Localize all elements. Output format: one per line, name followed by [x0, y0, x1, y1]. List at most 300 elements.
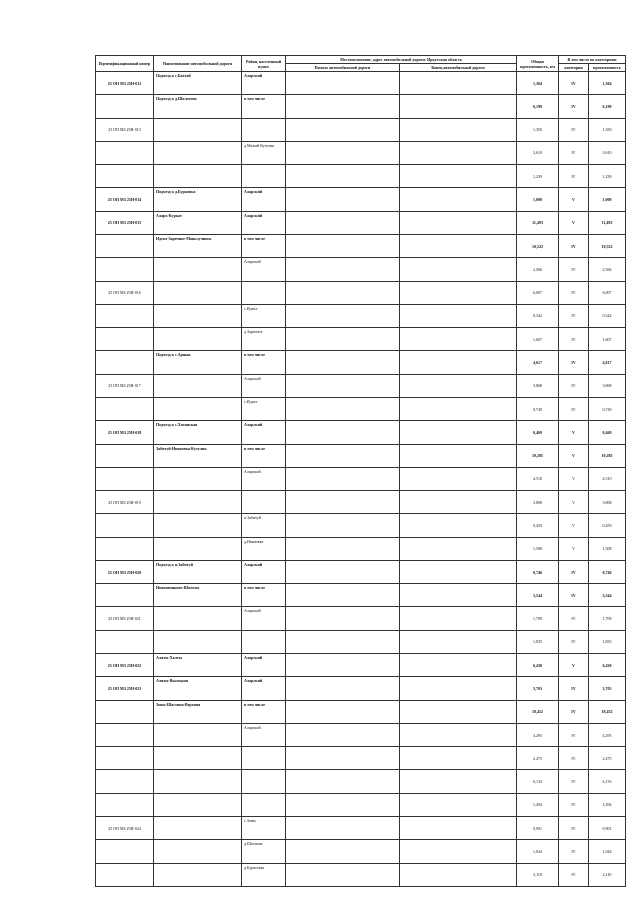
road-start-cell [286, 677, 400, 700]
category-cell: V [559, 444, 589, 467]
road-id-cell [96, 863, 154, 886]
road-id-cell: 25 ОП МЗ 25Н-017 [96, 374, 154, 397]
road-name-cell [154, 328, 242, 351]
road-name-cell: Аляты-Халты [154, 654, 242, 677]
category-length-cell: 1,304 [589, 72, 626, 95]
total-length-cell: 3,610 [517, 141, 559, 164]
district-cell: Аларский [242, 188, 286, 211]
road-registry-table [95, 55, 626, 887]
category-length-cell: 3,703 [589, 677, 626, 700]
road-start-cell [286, 491, 400, 514]
category-length-cell: 3,808 [589, 491, 626, 514]
road-name-cell [154, 793, 242, 816]
district-cell [242, 747, 286, 770]
total-length-column-header: Общая протяженность, км [517, 56, 559, 72]
categories-column-header: В том числе по категориям [559, 56, 626, 64]
road-start-cell [286, 467, 400, 490]
category-cell: IV [559, 141, 589, 164]
road-id-cell: 25 ОП МЗ 25Н-018 [96, 421, 154, 444]
road-start-cell [286, 770, 400, 793]
category-length-cell: 0,749 [589, 397, 626, 420]
district-cell: в том числе [242, 584, 286, 607]
road-start-cell [286, 258, 400, 281]
table-row [96, 560, 626, 583]
road-id-cell [96, 537, 154, 560]
road-id-cell [96, 234, 154, 257]
category-length-cell: 6,199 [589, 95, 626, 118]
road-end-cell [400, 700, 517, 723]
road-id-cell [96, 328, 154, 351]
table-row [96, 654, 626, 677]
total-length-cell: 3,703 [517, 677, 559, 700]
district-cell: Аларский [242, 211, 286, 234]
road-id-cell: 25 ОП МЗ 25Н-023 [96, 677, 154, 700]
category-cell: IV [559, 165, 589, 188]
category-cell: IV [559, 607, 589, 630]
road-name-cell: Подъезд к с.Аршан [154, 351, 242, 374]
road-id-cell [96, 793, 154, 816]
road-start-cell [286, 165, 400, 188]
category-cell: IV [559, 677, 589, 700]
road-registry-document [95, 55, 625, 887]
road-id-cell [96, 770, 154, 793]
road-start-cell [286, 188, 400, 211]
road-name-cell [154, 397, 242, 420]
category-length-cell: 1,508 [589, 537, 626, 560]
total-length-cell: 4,295 [517, 723, 559, 746]
total-length-cell: 1,508 [517, 537, 559, 560]
category-cell: IV [559, 863, 589, 886]
category-length-cell: 1,607 [589, 328, 626, 351]
total-length-cell: 0,901 [517, 817, 559, 840]
district-cell [242, 491, 286, 514]
table-row [96, 72, 626, 95]
road-start-cell [286, 328, 400, 351]
road-start-cell [286, 723, 400, 746]
road-end-cell [400, 165, 517, 188]
road-start-cell [286, 351, 400, 374]
category-cell: IV [559, 723, 589, 746]
road-start-cell [286, 72, 400, 95]
road-start-cell [286, 234, 400, 257]
road-end-cell [400, 467, 517, 490]
district-cell [242, 118, 286, 141]
road-start-cell [286, 607, 400, 630]
road-id-cell [96, 304, 154, 327]
district-cell: д.Малый Кутулик [242, 141, 286, 164]
road-name-cell: Аларь-Куркат [154, 211, 242, 234]
category-cell: V [559, 491, 589, 514]
district-cell: в том числе [242, 351, 286, 374]
road-start-cell [286, 397, 400, 420]
road-name-cell [154, 374, 242, 397]
road-end-cell [400, 677, 517, 700]
district-cell: Аларский [242, 374, 286, 397]
road-end-cell [400, 723, 517, 746]
road-end-cell [400, 514, 517, 537]
road-id-cell [96, 351, 154, 374]
road-id-cell [96, 514, 154, 537]
total-length-cell: 0,469 [517, 421, 559, 444]
table-row [96, 607, 626, 630]
road-id-cell: 25 ОП МЗ 25Н-016 [96, 281, 154, 304]
total-length-cell: 2,475 [517, 747, 559, 770]
category-length-cell: 6,430 [589, 654, 626, 677]
total-length-cell: 1,239 [517, 165, 559, 188]
category-length-cell: 1,494 [589, 793, 626, 816]
road-end-cell [400, 793, 517, 816]
road-name-cell: Аляты-Высоцкая [154, 677, 242, 700]
total-length-cell: 6,133 [517, 770, 559, 793]
category-cell: IV [559, 630, 589, 653]
table-row [96, 165, 626, 188]
table-row [96, 211, 626, 234]
road-start-cell [286, 374, 400, 397]
category-cell: IV [559, 770, 589, 793]
table-row [96, 630, 626, 653]
road-start-cell [286, 421, 400, 444]
total-length-cell: 1,607 [517, 328, 559, 351]
total-length-cell: 1,494 [517, 793, 559, 816]
road-id-cell [96, 258, 154, 281]
total-length-cell: 0,746 [517, 560, 559, 583]
total-length-cell: 0,342 [517, 304, 559, 327]
category-length-cell: 1,000 [589, 188, 626, 211]
total-length-cell: 2,566 [517, 258, 559, 281]
table-body [96, 72, 626, 887]
category-length-cell: 0,459 [589, 514, 626, 537]
total-length-cell: 3,808 [517, 491, 559, 514]
road-start-cell [286, 654, 400, 677]
category-length-cell: 1,709 [589, 607, 626, 630]
id-column-header: Идентификационный номер [96, 56, 154, 72]
road-end-cell [400, 770, 517, 793]
table-row [96, 863, 626, 886]
road-start-cell [286, 747, 400, 770]
total-length-cell: 1,835 [517, 630, 559, 653]
road-id-cell [96, 584, 154, 607]
table-row [96, 421, 626, 444]
table-row [96, 793, 626, 816]
road-id-cell: 25 ОП МЗ 25Н-024 [96, 817, 154, 840]
category-cell: IV [559, 281, 589, 304]
district-cell: Аларский [242, 607, 286, 630]
road-end-cell [400, 72, 517, 95]
road-end-cell [400, 491, 517, 514]
road-name-cell [154, 304, 242, 327]
road-name-cell [154, 165, 242, 188]
district-cell: Аларский [242, 654, 286, 677]
road-name-cell: Забитуй-Ивановка-Кутулик [154, 444, 242, 467]
road-end-cell [400, 141, 517, 164]
table-row [96, 467, 626, 490]
road-name-cell [154, 281, 242, 304]
total-length-cell: 3,544 [517, 584, 559, 607]
category-length-cell: 0,901 [589, 817, 626, 840]
total-length-cell: 18,452 [517, 700, 559, 723]
road-name-cell [154, 141, 242, 164]
road-name-cell [154, 723, 242, 746]
district-cell: в том числе [242, 234, 286, 257]
road-id-cell [96, 840, 154, 863]
category-length-cell: 11,493 [589, 211, 626, 234]
road-id-cell [96, 95, 154, 118]
category-length-cell: 2,110 [589, 863, 626, 886]
total-length-cell: 1,304 [517, 72, 559, 95]
name-column-header: Наименование автомобильной дороги [154, 56, 242, 72]
road-name-cell [154, 514, 242, 537]
road-id-cell [96, 700, 154, 723]
table-row [96, 840, 626, 863]
category-length-cell: 2,475 [589, 747, 626, 770]
road-start-cell [286, 840, 400, 863]
end-column-header: Конец автомобильной дороги [400, 64, 517, 72]
district-cell: д.Ивановка [242, 537, 286, 560]
category-cell: IV [559, 584, 589, 607]
road-end-cell [400, 351, 517, 374]
category-length-cell: 18,452 [589, 700, 626, 723]
category-length-cell: 0,746 [589, 560, 626, 583]
category-cell: V [559, 421, 589, 444]
district-cell [242, 630, 286, 653]
road-end-cell [400, 537, 517, 560]
category-cell: IV [559, 840, 589, 863]
road-start-cell [286, 444, 400, 467]
road-name-cell: Подъезд к с.Хагинская [154, 421, 242, 444]
table-row [96, 514, 626, 537]
road-name-cell [154, 817, 242, 840]
table-row [96, 234, 626, 257]
table-row [96, 444, 626, 467]
category-length-cell: 1,350 [589, 118, 626, 141]
road-id-cell: 25 ОП МЗ 25Н-013 [96, 118, 154, 141]
road-name-cell [154, 118, 242, 141]
road-end-cell [400, 630, 517, 653]
road-name-cell [154, 607, 242, 630]
category-length-cell: 0,469 [589, 421, 626, 444]
category-cell: IV [559, 351, 589, 374]
road-name-cell: Идеал-Заречное-Маньлучинск [154, 234, 242, 257]
road-id-cell [96, 165, 154, 188]
table-row [96, 491, 626, 514]
road-id-cell [96, 747, 154, 770]
district-cell [242, 165, 286, 188]
road-end-cell [400, 560, 517, 583]
total-length-cell: 6,199 [517, 95, 559, 118]
road-start-cell [286, 584, 400, 607]
road-id-cell: 25 ОП МЗ 25Н-022 [96, 654, 154, 677]
road-end-cell [400, 188, 517, 211]
road-end-cell [400, 863, 517, 886]
total-length-cell: 11,493 [517, 211, 559, 234]
road-start-cell [286, 793, 400, 816]
district-cell: д.Шастина [242, 840, 286, 863]
category-cell: IV [559, 560, 589, 583]
category-length-cell: 1,239 [589, 165, 626, 188]
district-cell: п.Забитуй [242, 514, 286, 537]
table-row [96, 141, 626, 164]
road-start-cell [286, 281, 400, 304]
category-length-cell: 10,522 [589, 234, 626, 257]
category-cell: V [559, 188, 589, 211]
table-row [96, 397, 626, 420]
road-name-cell [154, 491, 242, 514]
category-length-cell: 2,566 [589, 258, 626, 281]
road-id-cell [96, 444, 154, 467]
table-row [96, 188, 626, 211]
road-name-cell [154, 467, 242, 490]
table-row [96, 281, 626, 304]
district-cell [242, 281, 286, 304]
road-start-cell [286, 118, 400, 141]
road-name-cell [154, 258, 242, 281]
category-length-cell: 3,868 [589, 374, 626, 397]
district-cell: с.Идеал [242, 397, 286, 420]
road-end-cell [400, 817, 517, 840]
road-id-cell: 25 ОП МЗ 25Н-015 [96, 211, 154, 234]
table-row [96, 95, 626, 118]
category-length-cell: 3,610 [589, 141, 626, 164]
road-name-cell [154, 840, 242, 863]
category-cell: IV [559, 304, 589, 327]
road-start-cell [286, 863, 400, 886]
road-id-cell: 25 ОП МЗ 25Н-019 [96, 491, 154, 514]
total-length-cell: 2,110 [517, 863, 559, 886]
category-cell: IV [559, 747, 589, 770]
total-length-cell: 1,709 [517, 607, 559, 630]
category-cell: IV [559, 328, 589, 351]
road-start-cell [286, 95, 400, 118]
road-start-cell [286, 211, 400, 234]
location-column-header: Местоположение, адрес автомобильной дороги: Иркутская область [286, 56, 517, 64]
road-id-cell: 25 ОП МЗ 25Н-021 [96, 607, 154, 630]
category-length-cell: 1,835 [589, 630, 626, 653]
category-column-header: категория [559, 64, 589, 72]
category-length-cell: 10,285 [589, 444, 626, 467]
road-id-cell [96, 723, 154, 746]
category-cell: V [559, 537, 589, 560]
district-cell: в том числе [242, 444, 286, 467]
table-row [96, 747, 626, 770]
table-row [96, 817, 626, 840]
table-row [96, 537, 626, 560]
road-end-cell [400, 607, 517, 630]
table-row [96, 328, 626, 351]
district-cell [242, 793, 286, 816]
road-id-cell [96, 141, 154, 164]
road-name-cell [154, 630, 242, 653]
road-end-cell [400, 654, 517, 677]
table-row [96, 351, 626, 374]
district-cell: Аларский [242, 723, 286, 746]
road-end-cell [400, 444, 517, 467]
category-length-cell: 4,617 [589, 351, 626, 374]
table-row [96, 723, 626, 746]
road-end-cell [400, 95, 517, 118]
road-id-cell: 25 ОП МЗ 25Н-012 [96, 72, 154, 95]
district-cell: Аларский [242, 560, 286, 583]
road-end-cell [400, 118, 517, 141]
road-end-cell [400, 234, 517, 257]
road-name-cell [154, 747, 242, 770]
road-start-cell [286, 700, 400, 723]
road-end-cell [400, 840, 517, 863]
category-cell: IV [559, 234, 589, 257]
district-cell: Аларский [242, 72, 286, 95]
road-end-cell [400, 397, 517, 420]
category-length-cell: 3,544 [589, 584, 626, 607]
total-length-cell: 3,868 [517, 374, 559, 397]
road-start-cell [286, 537, 400, 560]
district-cell: Аларский [242, 677, 286, 700]
road-id-cell [96, 467, 154, 490]
category-cell: IV [559, 118, 589, 141]
road-start-cell [286, 630, 400, 653]
category-length-cell: 6,007 [589, 281, 626, 304]
category-length-cell: 1,044 [589, 840, 626, 863]
road-name-cell: Зоны-Шастина-Верхняя [154, 700, 242, 723]
category-cell: IV [559, 72, 589, 95]
total-length-cell: 4,617 [517, 351, 559, 374]
length-column-header: протяженность [589, 64, 626, 72]
total-length-cell: 1,000 [517, 188, 559, 211]
category-length-cell: 0,342 [589, 304, 626, 327]
start-column-header: Начало автомобильной дороги [286, 64, 400, 72]
road-start-cell [286, 141, 400, 164]
table-row [96, 374, 626, 397]
table-row [96, 258, 626, 281]
district-column-header: Район, населенный пункт [242, 56, 286, 72]
category-cell: IV [559, 374, 589, 397]
district-cell: в том числе [242, 95, 286, 118]
road-end-cell [400, 584, 517, 607]
road-end-cell [400, 281, 517, 304]
road-id-cell: 25 ОП МЗ 25Н-020 [96, 560, 154, 583]
road-name-cell: Подъезд к с.Бахтай [154, 72, 242, 95]
district-cell: Аларский [242, 421, 286, 444]
road-name-cell: Подъезд к д.Шалотово [154, 95, 242, 118]
road-name-cell: Ивановчиково-Шалоты [154, 584, 242, 607]
total-length-cell: 10,285 [517, 444, 559, 467]
category-cell: V [559, 211, 589, 234]
road-name-cell [154, 863, 242, 886]
total-length-cell: 10,522 [517, 234, 559, 257]
road-id-cell [96, 397, 154, 420]
total-length-cell: 0,459 [517, 514, 559, 537]
road-start-cell [286, 817, 400, 840]
district-cell: с.Идеал [242, 304, 286, 327]
category-cell: V [559, 467, 589, 490]
district-cell: д.Бурятская [242, 863, 286, 886]
category-cell: IV [559, 258, 589, 281]
district-cell: с.Зоны [242, 817, 286, 840]
road-id-cell: 25 ОП МЗ 25Н-014 [96, 188, 154, 211]
total-length-cell: 0,749 [517, 397, 559, 420]
district-cell: в том числе [242, 700, 286, 723]
total-length-cell: 4,510 [517, 467, 559, 490]
table-row [96, 677, 626, 700]
road-start-cell [286, 560, 400, 583]
road-end-cell [400, 421, 517, 444]
road-start-cell [286, 514, 400, 537]
table-header-row [96, 56, 626, 64]
total-length-cell: 1,350 [517, 118, 559, 141]
table-row [96, 770, 626, 793]
road-end-cell [400, 374, 517, 397]
category-cell: V [559, 654, 589, 677]
total-length-cell: 6,007 [517, 281, 559, 304]
total-length-cell: 6,430 [517, 654, 559, 677]
